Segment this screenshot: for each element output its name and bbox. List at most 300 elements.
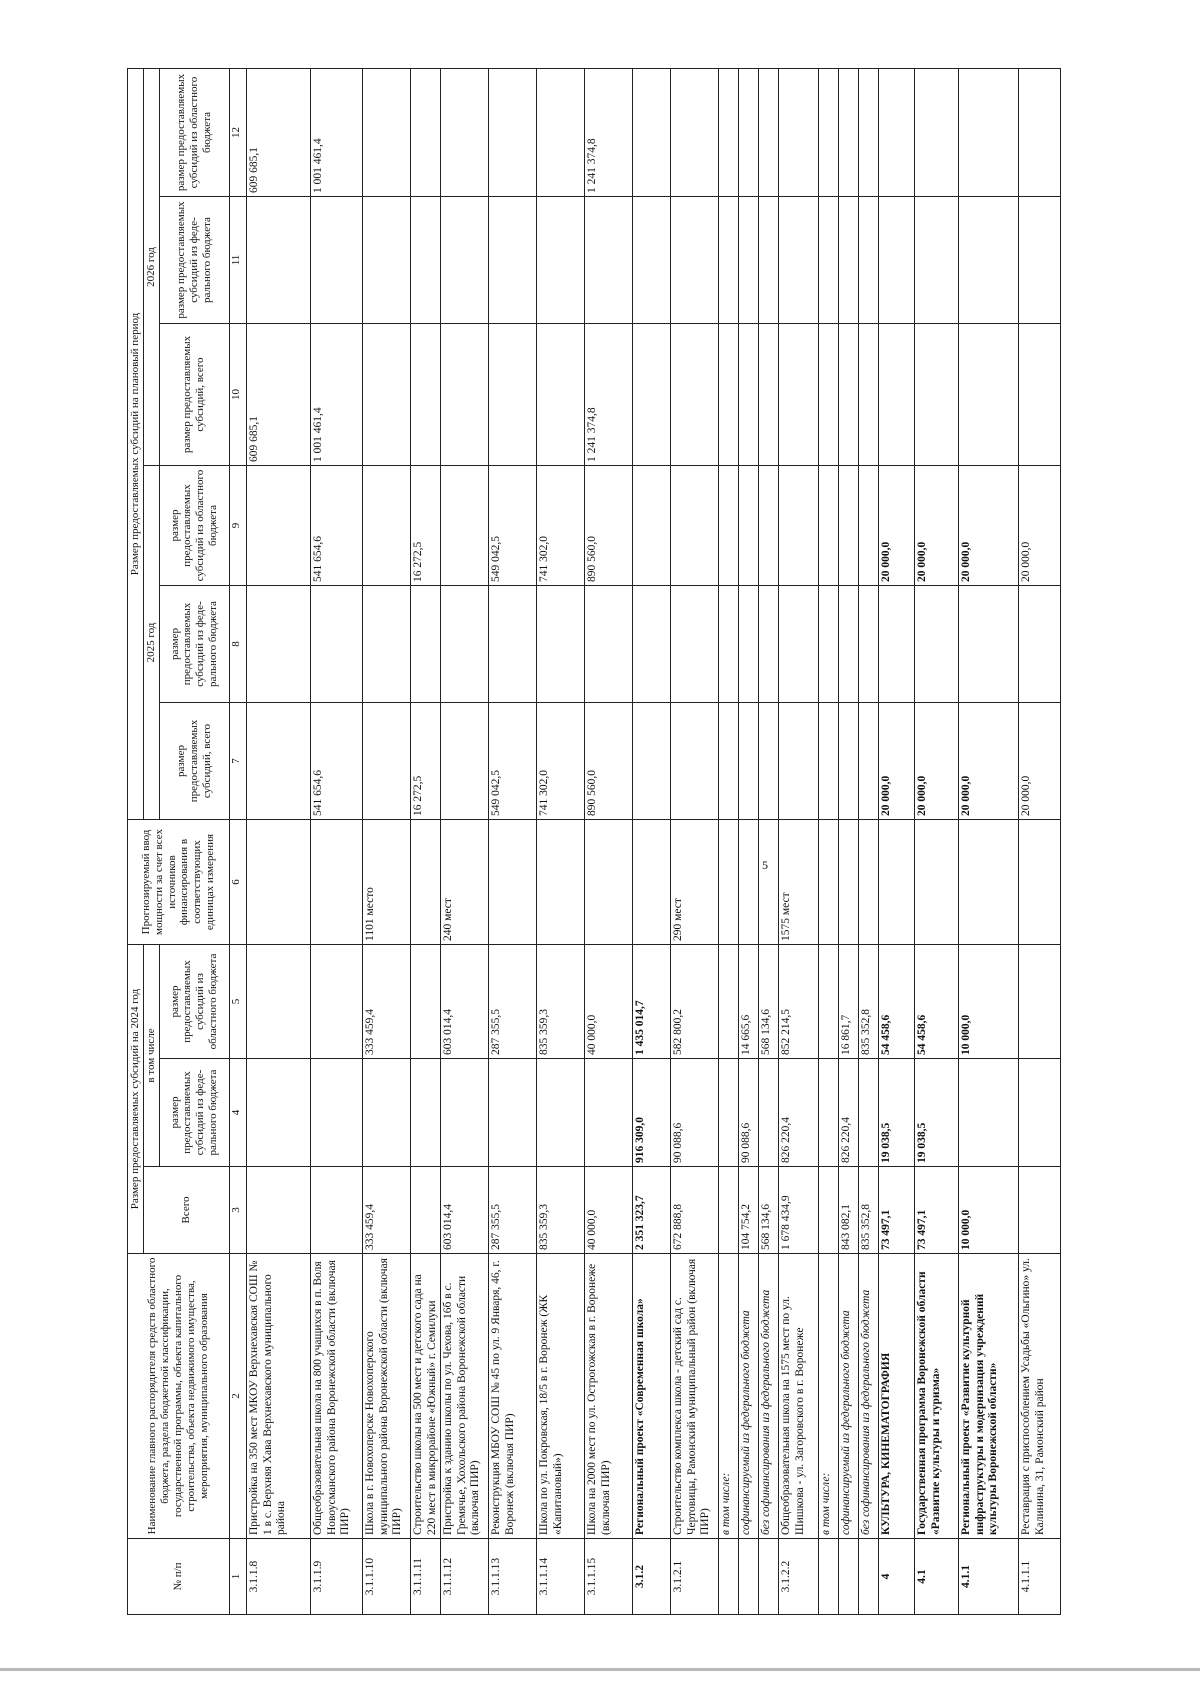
colnum: 4 — [229, 1059, 246, 1167]
row-value-c10 — [759, 324, 779, 466]
subsidy-table — [127, 68, 1061, 1615]
row-value-c5: 54 458,6 — [915, 945, 959, 1059]
header-fed-2025: размер предоставляемых субсидий из феде-рального бюджета — [159, 586, 229, 703]
row-value-c6 — [246, 820, 310, 945]
row-value-c5: 852 214,5 — [779, 945, 819, 1059]
row-value-c6: 1575 мест — [779, 820, 819, 945]
row-value-c7 — [839, 703, 859, 820]
row-value-c4 — [819, 1059, 839, 1167]
header-fed-2026: размер предоставляемых субсидий из феде-рального бюджета — [159, 197, 229, 324]
row-value-c11 — [739, 197, 759, 324]
row-value-c9 — [633, 466, 671, 586]
row-value-c10 — [879, 324, 915, 466]
row-value-c9 — [819, 466, 839, 586]
row-value-c6 — [739, 820, 759, 945]
row-value-c3: 73 497,1 — [915, 1167, 959, 1254]
row-value-c3: 672 888,8 — [671, 1167, 719, 1254]
row-value-c3: 40 000,0 — [585, 1167, 633, 1254]
row-value-c9: 20 000,0 — [879, 466, 915, 586]
row-value-c11 — [779, 197, 819, 324]
row-name: софинансируемый из федерального бюджета — [739, 1254, 759, 1539]
row-value-c12 — [839, 68, 859, 196]
table-row — [759, 68, 779, 1614]
row-value-c3: 104 754,2 — [739, 1167, 759, 1254]
table-row — [441, 68, 489, 1614]
row-name: Строительство комплекса школа - детский сад с. Чертовицы, Рамонский муниципальный район (включая ПИР) — [671, 1254, 719, 1539]
row-value-c5: 10 000,0 — [959, 945, 1019, 1059]
row-value-c4: 19 038,5 — [915, 1059, 959, 1167]
row-value-c10 — [633, 324, 671, 466]
row-value-c9: 20 000,0 — [915, 466, 959, 586]
row-value-c12: 1 001 461,4 — [310, 68, 362, 196]
header-2024: Размер предоставляемых субсидий на 2024 год — [128, 945, 144, 1254]
row-value-c7 — [671, 703, 719, 820]
row-value-c6 — [859, 820, 879, 945]
row-name: Реконструкция МБОУ СОШ № 45 по ул. 9 Января, 46, г. Воронеж (включая ПИР) — [489, 1254, 537, 1539]
row-value-c6 — [915, 820, 959, 945]
row-number: 3.1.1.8 — [246, 1539, 310, 1615]
row-number: 3.1.1.9 — [310, 1539, 362, 1615]
row-value-c8 — [310, 586, 362, 703]
row-number: 3.1.2 — [633, 1539, 671, 1615]
row-value-c8 — [410, 586, 440, 703]
row-name: Общеобразовательная школа на 800 учащихся в п. Воля Новоусманского района Воронежской области (включая ПИР) — [310, 1254, 362, 1539]
row-number — [839, 1539, 859, 1615]
row-value-c8 — [779, 586, 819, 703]
row-value-c12 — [915, 68, 959, 196]
row-value-c8 — [819, 586, 839, 703]
row-value-c7: 549 042,5 — [489, 703, 537, 820]
header-total-2025: размер предоставляемых субсидий, всего — [159, 703, 229, 820]
row-value-c4: 90 088,6 — [739, 1059, 759, 1167]
row-value-c5: 835 352,8 — [859, 945, 879, 1059]
row-value-c6: 1101 место — [362, 820, 410, 945]
row-value-c12 — [779, 68, 819, 196]
row-value-c12 — [739, 68, 759, 196]
row-value-c4 — [1019, 1059, 1061, 1167]
row-value-c3: 835 352,8 — [859, 1167, 879, 1254]
row-value-c10 — [719, 324, 739, 466]
row-value-c9 — [839, 466, 859, 586]
header-reg-2026: размер предоставляемых субсидий из областного бюджета — [159, 68, 229, 196]
row-value-c8 — [585, 586, 633, 703]
colnum: 9 — [229, 466, 246, 586]
row-value-c10 — [859, 324, 879, 466]
row-value-c6: 240 мест — [441, 820, 489, 945]
row-value-c8 — [719, 586, 739, 703]
row-value-c6 — [489, 820, 537, 945]
row-value-c9: 20 000,0 — [959, 466, 1019, 586]
row-value-c9 — [671, 466, 719, 586]
row-value-c11 — [879, 197, 915, 324]
row-value-c6 — [585, 820, 633, 945]
row-number — [759, 1539, 779, 1615]
row-value-c9 — [859, 466, 879, 586]
header-2025: 2025 год — [143, 466, 159, 820]
row-value-c6 — [633, 820, 671, 945]
row-value-c8 — [1019, 586, 1061, 703]
row-value-c12 — [362, 68, 410, 196]
table-row — [915, 68, 959, 1614]
row-value-c11 — [839, 197, 859, 324]
table-row — [779, 68, 819, 1614]
row-value-c10 — [441, 324, 489, 466]
row-value-c6 — [410, 820, 440, 945]
row-value-c12 — [819, 68, 839, 196]
row-name: софинансируемый из федерального бюджета — [839, 1254, 859, 1539]
row-name: Региональный проект «Развитие культурной инфраструктуры и модернизация учреждений культуры Воронежской области» — [959, 1254, 1019, 1539]
row-name: Школа в г. Новохоперске Новохоперского муниципального района Воронежской области (включая ПИР) — [362, 1254, 410, 1539]
row-value-c10 — [739, 324, 759, 466]
row-name: Государственная программа Воронежской области «Развитие культуры и туризма» — [915, 1254, 959, 1539]
row-number — [719, 1539, 739, 1615]
row-value-c12 — [759, 68, 779, 196]
row-value-c11 — [915, 197, 959, 324]
row-value-c6 — [819, 820, 839, 945]
row-value-c5: 40 000,0 — [585, 945, 633, 1059]
table-row — [310, 68, 362, 1614]
row-value-c4: 826 220,4 — [839, 1059, 859, 1167]
row-value-c12 — [537, 68, 585, 196]
row-value-c8 — [362, 586, 410, 703]
row-value-c8 — [739, 586, 759, 703]
page-number: 5 — [762, 858, 768, 872]
row-value-c6 — [879, 820, 915, 945]
row-value-c4: 826 220,4 — [779, 1059, 819, 1167]
row-value-c12: 1 241 374,8 — [585, 68, 633, 196]
row-value-c6 — [1019, 820, 1061, 945]
row-value-c5 — [1019, 945, 1061, 1059]
row-name: КУЛЬТУРА, КИНЕМАТОГРАФИЯ — [879, 1254, 915, 1539]
row-number: 3.1.1.15 — [585, 1539, 633, 1615]
row-value-c11 — [362, 197, 410, 324]
row-value-c8 — [246, 586, 310, 703]
row-value-c12 — [1019, 68, 1061, 196]
table-row — [489, 68, 537, 1614]
row-value-c3 — [819, 1167, 839, 1254]
header-total-2026: размер предоставляемых субсидий, всего — [159, 324, 229, 466]
row-value-c8 — [839, 586, 859, 703]
row-value-c10: 1 241 374,8 — [585, 324, 633, 466]
row-value-c9 — [246, 466, 310, 586]
row-value-c12 — [489, 68, 537, 196]
colnum: 12 — [229, 68, 246, 196]
row-value-c5: 16 861,7 — [839, 945, 859, 1059]
row-value-c7 — [246, 703, 310, 820]
row-number: 3.1.1.13 — [489, 1539, 537, 1615]
colnum: 10 — [229, 324, 246, 466]
row-value-c9: 549 042,5 — [489, 466, 537, 586]
row-value-c11 — [585, 197, 633, 324]
row-value-c7: 890 560,0 — [585, 703, 633, 820]
row-value-c4 — [246, 1059, 310, 1167]
row-value-c6 — [759, 820, 779, 945]
row-value-c9 — [441, 466, 489, 586]
header-2026: 2026 год — [143, 68, 159, 465]
row-value-c8 — [489, 586, 537, 703]
row-value-c11 — [410, 197, 440, 324]
row-value-c6 — [959, 820, 1019, 945]
row-value-c11 — [859, 197, 879, 324]
colnum: 1 — [229, 1539, 246, 1615]
row-value-c7 — [759, 703, 779, 820]
row-value-c11 — [719, 197, 739, 324]
row-value-c11 — [441, 197, 489, 324]
header-capacity: Прогнозируемый ввод мощности за счет всех источников финансирования в соответствующих единицах измерения — [128, 820, 230, 945]
row-number: 3.1.1.12 — [441, 1539, 489, 1615]
row-value-c4: 90 088,6 — [671, 1059, 719, 1167]
row-name: Строительство школы на 500 мест и детского сада на 220 мест в микрорайоне «Южный» г. Семилуки — [410, 1254, 440, 1539]
row-value-c3 — [1019, 1167, 1061, 1254]
row-value-c10 — [1019, 324, 1061, 466]
row-value-c6: 290 мест — [671, 820, 719, 945]
row-value-c7 — [719, 703, 739, 820]
row-value-c12 — [441, 68, 489, 196]
row-value-c5 — [719, 945, 739, 1059]
row-value-c7 — [633, 703, 671, 820]
table-row — [879, 68, 915, 1614]
row-value-c11 — [759, 197, 779, 324]
row-value-c9: 16 272,5 — [410, 466, 440, 586]
header-name: Наименование главного распорядителя средств областного бюджета, раздела бюджетной классификации, государственной программы, объекта капитального строительства, объекта недвижимого имущества, мероприятия, муниципального образования — [128, 1254, 230, 1539]
row-value-c7 — [819, 703, 839, 820]
row-value-c3 — [410, 1167, 440, 1254]
row-value-c12: 609 685,1 — [246, 68, 310, 196]
row-value-c4 — [441, 1059, 489, 1167]
row-value-c5: 54 458,6 — [879, 945, 915, 1059]
row-number — [819, 1539, 839, 1615]
row-name: Пристройка на 350 мест МКОУ Верхнехавская СОШ № 1 в с. Верхняя Хава Верхнехавского муниципального района — [246, 1254, 310, 1539]
row-value-c3: 2 351 323,7 — [633, 1167, 671, 1254]
row-value-c11 — [671, 197, 719, 324]
table-row — [859, 68, 879, 1614]
row-name: Реставрация с приспособлением Усадьбы «Ольгино» ул. Калинина, 31, Рамонский район — [1019, 1254, 1061, 1539]
row-value-c3 — [719, 1167, 739, 1254]
column-number-row — [229, 68, 246, 1614]
row-value-c4 — [859, 1059, 879, 1167]
row-value-c12 — [633, 68, 671, 196]
colnum: 7 — [229, 703, 246, 820]
row-number: 4 — [879, 1539, 915, 1615]
table-body — [246, 68, 1060, 1614]
row-value-c3: 1 678 434,9 — [779, 1167, 819, 1254]
row-name: без софинансирования из федерального бюджета — [859, 1254, 879, 1539]
table-row — [719, 68, 739, 1614]
row-value-c9: 20 000,0 — [1019, 466, 1061, 586]
row-name: Пристройка к зданию школы по ул. Чехова, 16б в с. Гремячье, Хохольского района Воронежской области (включая ПИР) — [441, 1254, 489, 1539]
row-value-c5 — [246, 945, 310, 1059]
scan-edge-line — [0, 1668, 1200, 1671]
row-name: Общеобразовательная школа на 1575 мест по ул. Шишкова - ул. Загоровского в г. Воронеже — [779, 1254, 819, 1539]
row-value-c10: 1 001 461,4 — [310, 324, 362, 466]
header-reg-2024: размер предоставляемых субсидий из областного бюджета — [159, 945, 229, 1059]
row-value-c8 — [537, 586, 585, 703]
row-value-c7 — [362, 703, 410, 820]
colnum: 2 — [229, 1254, 246, 1539]
row-value-c5 — [819, 945, 839, 1059]
row-value-c10 — [915, 324, 959, 466]
row-value-c9: 741 302,0 — [537, 466, 585, 586]
row-value-c4 — [410, 1059, 440, 1167]
row-value-c12 — [879, 68, 915, 196]
table-row — [362, 68, 410, 1614]
row-value-c10 — [489, 324, 537, 466]
row-value-c10 — [671, 324, 719, 466]
row-value-c6 — [839, 820, 859, 945]
row-value-c12 — [719, 68, 739, 196]
row-value-c3 — [246, 1167, 310, 1254]
row-value-c9 — [739, 466, 759, 586]
row-name: Школа по ул. Покровская, 18/5 в г. Воронеж (ЖК «Капитановый») — [537, 1254, 585, 1539]
row-value-c9: 890 560,0 — [585, 466, 633, 586]
row-value-c9 — [362, 466, 410, 586]
row-value-c10 — [779, 324, 819, 466]
table-row — [739, 68, 759, 1614]
row-value-c5: 1 435 014,7 — [633, 945, 671, 1059]
row-value-c10 — [362, 324, 410, 466]
row-value-c3: 287 355,5 — [489, 1167, 537, 1254]
row-value-c4 — [362, 1059, 410, 1167]
row-value-c5 — [310, 945, 362, 1059]
row-value-c11 — [1019, 197, 1061, 324]
row-value-c8 — [633, 586, 671, 703]
table-row — [410, 68, 440, 1614]
row-value-c6 — [719, 820, 739, 945]
row-value-c5: 835 359,3 — [537, 945, 585, 1059]
row-value-c3: 843 082,1 — [839, 1167, 859, 1254]
row-value-c7 — [739, 703, 759, 820]
row-number — [859, 1539, 879, 1615]
row-name: Школа на 2000 мест по ул. Острогожская в г. Воронеже (включая ПИР) — [585, 1254, 633, 1539]
row-value-c12 — [959, 68, 1019, 196]
row-value-c7: 20 000,0 — [959, 703, 1019, 820]
row-value-c7: 541 654,6 — [310, 703, 362, 820]
header-total: Всего — [143, 1167, 229, 1254]
row-number: 4.1 — [915, 1539, 959, 1615]
table-row — [246, 68, 310, 1614]
row-value-c5: 333 459,4 — [362, 945, 410, 1059]
row-value-c8 — [441, 586, 489, 703]
header-incl: в том числе — [143, 945, 159, 1167]
row-value-c5: 603 014,4 — [441, 945, 489, 1059]
colnum: 6 — [229, 820, 246, 945]
row-value-c7: 741 302,0 — [537, 703, 585, 820]
row-value-c4 — [585, 1059, 633, 1167]
row-name: Региональный проект «Современная школа» — [633, 1254, 671, 1539]
row-value-c11 — [959, 197, 1019, 324]
table-row — [671, 68, 719, 1614]
row-value-c8 — [759, 586, 779, 703]
row-value-c8 — [879, 586, 915, 703]
row-value-c4 — [489, 1059, 537, 1167]
colnum: 3 — [229, 1167, 246, 1254]
row-value-c11 — [310, 197, 362, 324]
table-row — [819, 68, 839, 1614]
row-name: в том числе: — [719, 1254, 739, 1539]
row-value-c10 — [537, 324, 585, 466]
colnum: 5 — [229, 945, 246, 1059]
row-value-c7 — [859, 703, 879, 820]
row-value-c3: 603 014,4 — [441, 1167, 489, 1254]
row-value-c7 — [779, 703, 819, 820]
rotated-page-content — [127, 69, 1132, 1615]
row-value-c8 — [859, 586, 879, 703]
table-row — [839, 68, 859, 1614]
header-num: № п/п — [128, 1539, 230, 1615]
row-number: 3.1.2.2 — [779, 1539, 819, 1615]
row-value-c4 — [310, 1059, 362, 1167]
row-value-c12 — [859, 68, 879, 196]
row-value-c4 — [719, 1059, 739, 1167]
row-value-c11 — [489, 197, 537, 324]
header-fed-2024: размер предоставляемых субсидий из феде-рального бюджета — [159, 1059, 229, 1167]
row-value-c7: 20 000,0 — [915, 703, 959, 820]
row-value-c11 — [633, 197, 671, 324]
table-row — [959, 68, 1019, 1614]
row-value-c5: 287 355,5 — [489, 945, 537, 1059]
row-value-c9: 541 654,6 — [310, 466, 362, 586]
row-number: 4.1.1 — [959, 1539, 1019, 1615]
row-value-c4 — [759, 1059, 779, 1167]
row-name: в том числе: — [819, 1254, 839, 1539]
row-value-c5: 568 134,6 — [759, 945, 779, 1059]
row-value-c9 — [759, 466, 779, 586]
row-value-c5: 14 665,6 — [739, 945, 759, 1059]
row-value-c11 — [819, 197, 839, 324]
row-number: 3.1.1.14 — [537, 1539, 585, 1615]
row-value-c6 — [310, 820, 362, 945]
colnum: 11 — [229, 197, 246, 324]
row-value-c10 — [839, 324, 859, 466]
row-value-c11 — [537, 197, 585, 324]
row-value-c3: 333 459,4 — [362, 1167, 410, 1254]
row-value-c9 — [719, 466, 739, 586]
row-value-c7 — [441, 703, 489, 820]
row-value-c3: 835 359,3 — [537, 1167, 585, 1254]
row-number — [739, 1539, 759, 1615]
row-value-c4: 916 309,0 — [633, 1059, 671, 1167]
row-value-c5: 582 800,2 — [671, 945, 719, 1059]
row-value-c10 — [410, 324, 440, 466]
row-value-c7: 20 000,0 — [1019, 703, 1061, 820]
row-value-c7: 16 272,5 — [410, 703, 440, 820]
table-row — [1019, 68, 1061, 1614]
row-value-c6 — [537, 820, 585, 945]
row-name: без софинансирования из федерального бюджета — [759, 1254, 779, 1539]
row-value-c10 — [959, 324, 1019, 466]
row-value-c8 — [959, 586, 1019, 703]
row-value-c4 — [537, 1059, 585, 1167]
row-value-c3: 10 000,0 — [959, 1167, 1019, 1254]
row-value-c10 — [819, 324, 839, 466]
row-value-c3 — [310, 1167, 362, 1254]
row-value-c4 — [959, 1059, 1019, 1167]
row-number: 3.1.1.11 — [410, 1539, 440, 1615]
header-reg-2025: размер предоставляемых субсидий из областного бюджета — [159, 466, 229, 586]
row-value-c3: 568 134,6 — [759, 1167, 779, 1254]
row-number: 4.1.1.1 — [1019, 1539, 1061, 1615]
row-value-c4: 19 038,5 — [879, 1059, 915, 1167]
row-value-c12 — [671, 68, 719, 196]
row-value-c8 — [915, 586, 959, 703]
table-row — [537, 68, 585, 1614]
row-value-c10: 609 685,1 — [246, 324, 310, 466]
row-number: 3.1.1.10 — [362, 1539, 410, 1615]
row-value-c9 — [779, 466, 819, 586]
row-value-c5 — [410, 945, 440, 1059]
table-row — [585, 68, 633, 1614]
row-value-c11 — [246, 197, 310, 324]
